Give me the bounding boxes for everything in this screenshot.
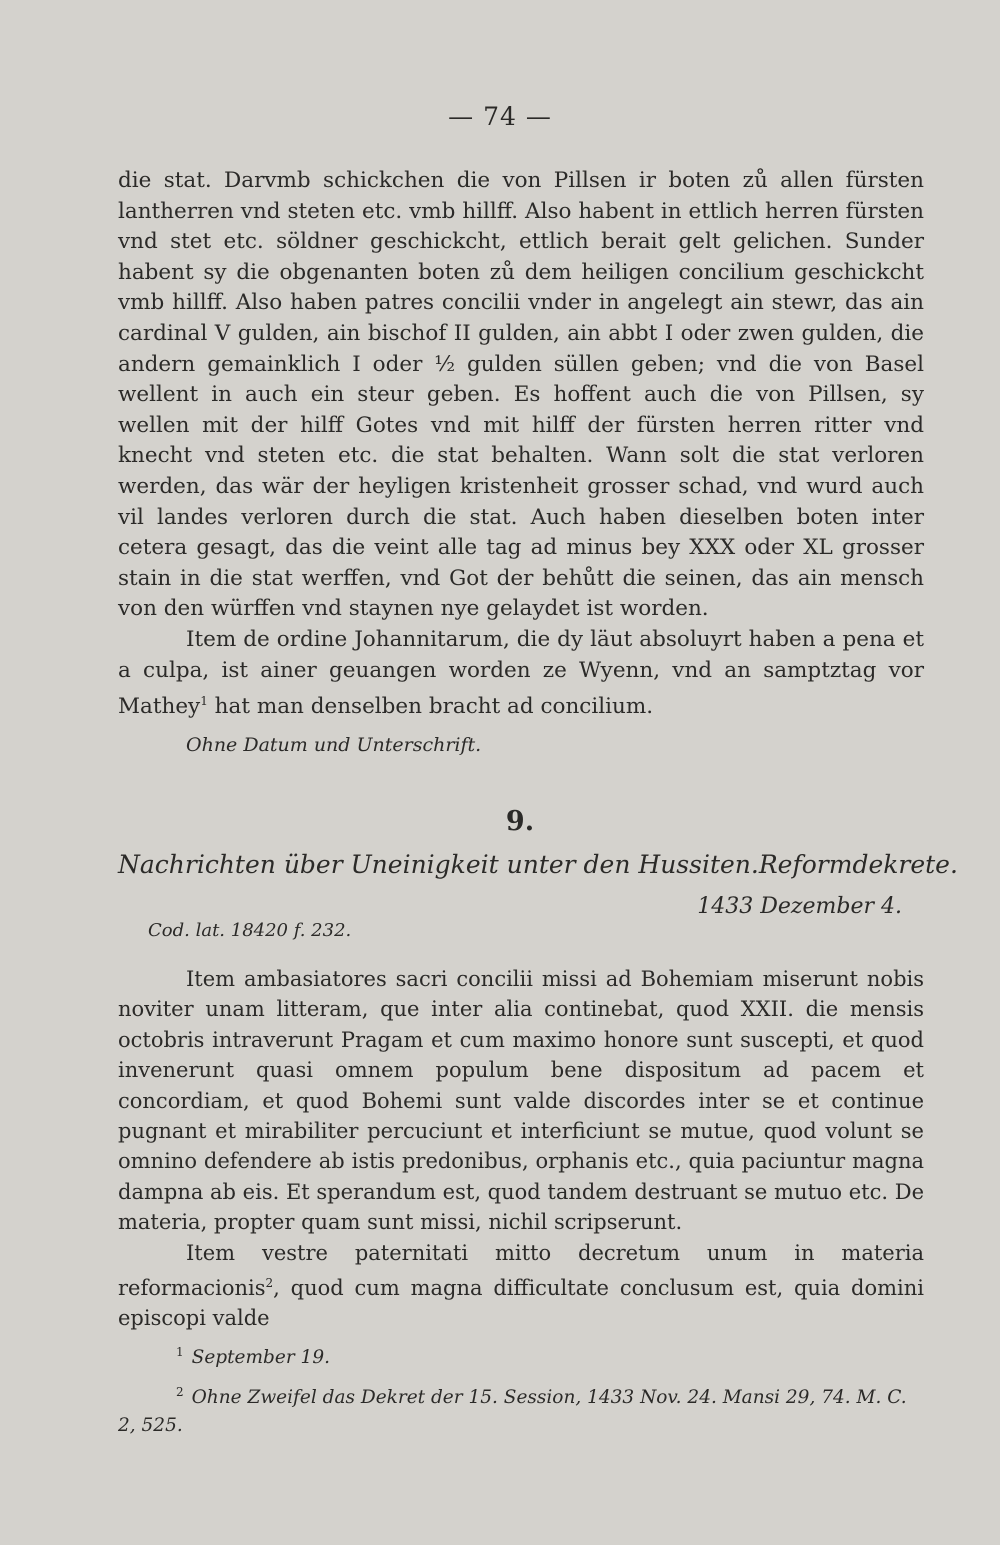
paragraph-text: hat man denselben bracht ad concilium. (207, 694, 654, 720)
signature-note: Ohne Datum und Unterschrift. (186, 734, 482, 756)
paragraph: die stat. Darvmb schickchen die von Pillsen ir boten zů allen fürsten lantherren vnd steten etc. vmb hillff. Also habent in ettlich herren fürsten vnd stet etc. söldner geschickcht, ettlich berait gelt gelichen. Sunder habent sy die obgenanten boten zů dem heiligen concilium geschickcht vmb hillff. Also haben patres concilii vnder in angelegt ain stewr, das ain cardinal V gulden, ain bischof II gulden, ain abbt I oder zwen gulden, die andern gemainklich I oder ½ gulden süllen geben; vnd die von Basel wellent in auch ein steur geben. Es hoffent auch die von Pillsen, sy wellen mit der hilff Gotes vnd mit hilff der fürsten herren ritter vnd knecht vnd steten etc. die stat behalten. Wann solt die stat verloren werden, das wär der heyligen kristenheit grosser schad, vnd wurd auch vil landes verloren durch die stat. Auch haben dieselben boten inter cetera gesagt, das die veint alle tag ad minus bey XXX oder XL grosser stain in die stat werffen, vnd Got der behůtt die seinen, das ain mensch von den würffen vnd staynen nye gelaydet ist worden. (118, 168, 924, 622)
body-text-block-2 (118, 964, 924, 1334)
paragraph-text: , quod cum magna difficultate conclusum est, quia domini episcopi valde (118, 1276, 924, 1331)
paragraph-text: Item vestre paternitati mitto decretum unum in materia reformacionis (118, 1240, 924, 1301)
paragraph-text: Item de ordine Johannitarum, die dy läut absoluyrt haben a pena et a culpa, ist ainer geuangen worden ze Wyenn, vnd an samptztag vor Mathey (118, 626, 924, 720)
footnote-ref: 1 (200, 694, 208, 709)
section-title-secondary: Reformdekrete. (758, 850, 958, 879)
paragraph (118, 625, 924, 723)
footnote (118, 1378, 924, 1440)
footnote-text: Ohne Zweifel das Dekret der 15. Session, 1433 Nov. 24. Mansi 29, 74. M. C. 2, 525. (118, 1387, 907, 1437)
section-number: 9. (505, 806, 535, 837)
section-title-main: Nachrichten über Uneinigkeit unter den Hussiten. (118, 850, 759, 879)
section-date: 1433 Dezember 4. (697, 894, 902, 919)
paragraph (118, 1238, 924, 1334)
paragraph: Item ambasiatores sacri concilii missi ad Bohemiam miserunt nobis noviter unam litteram, que inter alia continebat, quod XXII. die mensis octobris intraverunt Pragam et cum maximo honore sunt suscepti, et quod invenerunt quasi omnem populum bene dispositum ad pacem et concordiam, et quod Bohemi sunt valde discordes inter se et continue pugnant et mirabiliter percuciunt et interficiunt se mutue, quod volunt se omnino defendere ab istis predonibus, orphanis etc., quia paciuntur magna dampna ab eis. Et sperandum est, quod tandem destruant se mutuo etc. De materia, propter quam sunt missi, nichil scripserunt. (118, 967, 924, 1235)
footnote-mark: 2 (176, 1385, 184, 1399)
source-reference: Cod. lat. 18420 f. 232. (148, 920, 352, 941)
footnote-text: September 19. (191, 1347, 330, 1369)
section-title (118, 850, 958, 879)
footnote-mark: 1 (176, 1345, 184, 1359)
page-number: — 74 — (448, 102, 552, 131)
body-text-block-1 (118, 166, 924, 723)
footnote-ref: 2 (265, 1276, 274, 1291)
footnote (118, 1338, 982, 1372)
